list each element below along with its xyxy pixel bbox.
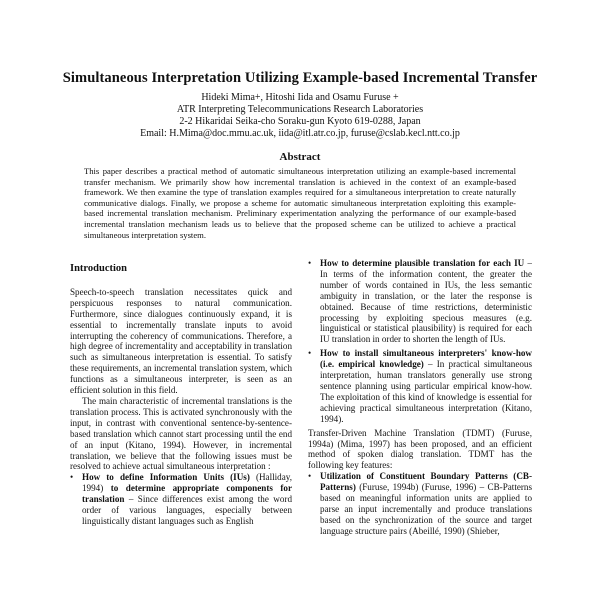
paper-title: Simultaneous Interpretation Utilizing Example-based Incremental Transfer	[62, 70, 538, 86]
right-column	[308, 258, 532, 600]
affiliation: ATR Interpreting Telecommunications Research Laboratories	[176, 104, 424, 115]
list-item	[70, 472, 292, 527]
list-item	[308, 471, 532, 536]
item-heading: Utilization of Constituent Boundary Patterns (CB-Patterns)	[320, 471, 532, 493]
item-citation: (Halliday, 1994)	[82, 472, 292, 494]
abstract-heading: Abstract	[279, 151, 321, 163]
item-text: – In terms of the information content, the greater the number of words contained in IUs, the less semantic ambiguity in translation, or the later the response is obtained. Because of time restrictions, deterministic processing by exploiting specious measures (e.g. linguistical or statistical plausibility) is required for each IU translation in order to shorten the length of IUs.	[320, 258, 532, 345]
item-heading-continued: to determine appropriate components for translation	[82, 483, 292, 505]
section-heading-introduction: Introduction	[70, 264, 127, 274]
bullet-icon: •	[308, 258, 312, 268]
bullet-icon: •	[308, 348, 312, 359]
email: Email: H.Mima@doc.mmu.ac.uk, iida@itl.atr.co.jp, furuse@cslab.kecl.ntt.co.jp	[140, 128, 460, 139]
features-list	[308, 471, 532, 536]
left-column	[70, 264, 292, 600]
item-text: (Furuse, 1994b) (Furuse, 1996) – CB-Patterns based on meaningful information units are applied to parse an input incrementally and produce translations based on the synchronization of the source and target language structure pairs (Abeillé, 1990) (Shieber,	[320, 482, 532, 536]
item-text: – In practical simultaneous interpretation, human translators generally use strong sentence planning using particular empirical know-how. The exploitation of this kind of knowledge is essential for achieving practical simultaneous interpretation (Kitano, 1994).	[320, 359, 532, 424]
item-heading: How to install simultaneous interpreters' know-how (i.e. empirical knowledge)	[320, 348, 532, 370]
intro-paragraph-1: Speech-to-speech translation necessitates quick and perspicuous responses to natural communication. Furthermore, since dialogues continuously expand, it is essential to incrementally translate inputs to avoid interrupting the coherency of communications. Therefore, a high degree of incrementality and acceptability in translation such as simultaneous interpretation is essential. To satisfy these requirements, an incremental translation system, which functions as a simultaneous interpreter, is seen as an efficient solution in this field.	[70, 286, 292, 396]
issues-list-continued	[308, 258, 532, 425]
abstract-text: This paper describes a practical method of automatic simultaneous interpretation utilizing an example-based incremental transfer mechanism. We primarily show how incremental translation is achieved in the context of an example-based framework. We then examine the type of translation examples required for a simultaneous interpretation to create naturally communicative dialogs. Finally, we propose a scheme for automatic simultaneous interpretation exploiting this example-based incremental translation mechanism. Preliminary experimentation analyzing the performance of our example-based incremental translation mechanism leads us to believe that the proposed scheme can be utilized to achieve a practical simultaneous interpretation system.	[84, 166, 516, 240]
tdmt-paragraph: Transfer-Driven Machine Translation (TDMT) (Furuse, 1994a) (Mima, 1997) has been proposed, and an efficient method of spoken dialog translation. TDMT has the following key features:	[308, 427, 532, 471]
list-item	[308, 258, 532, 345]
authors: Hideki Mima+, Hitoshi Iida and Osamu Furuse +	[201, 92, 399, 103]
bullet-icon: •	[308, 471, 312, 482]
item-heading: How to determine plausible translation for each IU	[320, 258, 525, 268]
intro-paragraph-2: The main characteristic of incremental translations is the translation process. This is activated synchronously with the input, in contrast with conventional sentence-by-sentence-based translation which cannot start processing until the end of an input (Kitano, 1994). However, in incremental translation, we believe that the following issues must be resolved to achieve actual simultaneous interpretation :	[70, 395, 292, 472]
bullet-icon: •	[70, 472, 74, 483]
list-item	[308, 348, 532, 424]
issues-list	[70, 472, 292, 527]
item-heading: How to define Information Units (IUs)	[82, 472, 250, 483]
address: 2-2 Hikaridai Seika-cho Soraku-gun Kyoto 619-0288, Japan	[179, 116, 421, 127]
item-text: – Since differences exist among the word order of various languages, especially between linguistically distant languages such as English	[82, 494, 292, 526]
